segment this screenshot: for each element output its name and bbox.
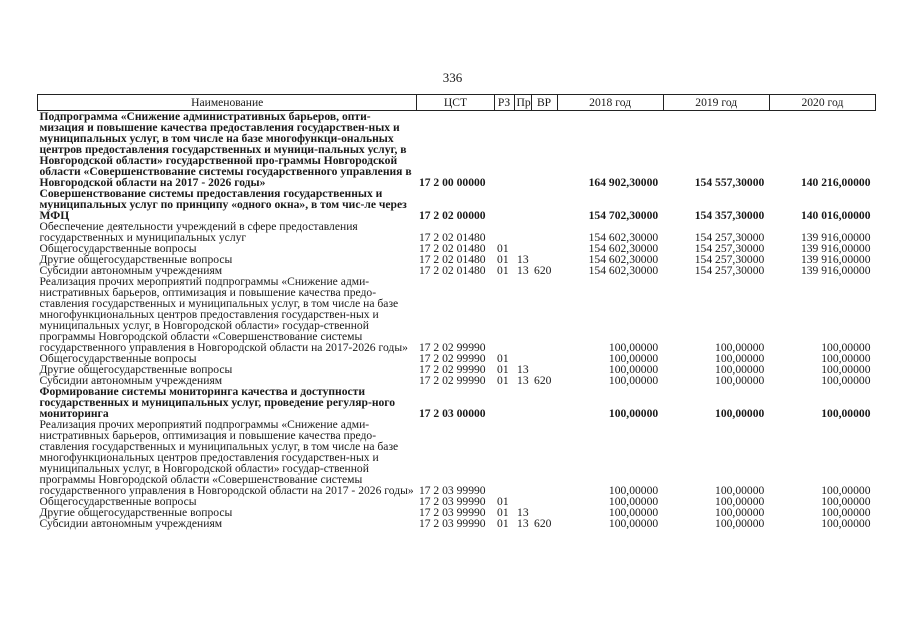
column-header-2019: 2019 год xyxy=(663,95,769,111)
row-rz xyxy=(494,111,514,189)
column-header-2020: 2020 год xyxy=(769,95,875,111)
table-header-row xyxy=(38,95,876,111)
row-rz: 01 xyxy=(497,517,509,530)
row-rz xyxy=(494,276,514,353)
column-header-cst: ЦСТ xyxy=(417,95,494,111)
row-name: Общегосударственные вопросы xyxy=(39,352,197,365)
row-2020: 100,00000 xyxy=(821,352,871,365)
row-name: Другие общегосударственные вопросы xyxy=(39,363,233,376)
row-2019: 100,00000 xyxy=(715,495,765,508)
row-2019: 154 357,30000 xyxy=(694,209,765,222)
row-2018: 154 702,30000 xyxy=(588,209,659,222)
column-header-rz: РЗ xyxy=(494,95,514,111)
row-name: Другие общегосударственные вопросы xyxy=(39,253,233,266)
row-name: Субсидии автономным учреждениям xyxy=(39,264,223,277)
row-2020: 100,00000 xyxy=(821,495,871,508)
row-2020: 139 916,00000 xyxy=(800,253,871,266)
row-name: Формирование системы мониторинга качества и доступности государственных и муниципальных услуг, проведение регуляр-ного мониторинга xyxy=(39,385,396,420)
row-cst: 17 2 03 00000 xyxy=(418,407,486,420)
row-cst: 17 2 02 00000 xyxy=(418,209,486,222)
row-pr xyxy=(514,188,531,221)
row-2019: 154 557,30000 xyxy=(694,176,765,189)
row-cst: 17 2 03 99990 xyxy=(418,517,486,530)
column-header-2018: 2018 год xyxy=(557,95,663,111)
row-rz xyxy=(494,188,514,221)
row-pr xyxy=(514,276,531,353)
row-rz: 01 xyxy=(497,264,509,277)
row-2020: 139 916,00000 xyxy=(800,242,871,255)
row-2018: 154 602,30000 xyxy=(588,264,659,277)
table-row xyxy=(38,188,876,221)
row-2018: 100,00000 xyxy=(608,341,659,354)
row-2019: 100,00000 xyxy=(715,352,765,365)
row-pr: 13 xyxy=(517,374,529,387)
row-pr: 13 xyxy=(517,264,529,277)
row-cst: 17 2 02 99990 xyxy=(418,363,486,376)
table-row xyxy=(38,518,876,529)
row-name: Реализация прочих мероприятий подпрограммы «Снижение адми-нистративных барьеров, оптимизация и повышение качества предо-ставления государственных и муниципальных услуг, в том числе на базе многофункциональных центров предоставления государствен-ных и муниципальных услуг, в Новгородской области» государ-ственной программы Новгородской области «Совершенствование системы государственного управления в Новгородской области на 2017-2026 годы» xyxy=(39,275,408,354)
table-row xyxy=(38,276,876,353)
row-2020: 100,00000 xyxy=(821,407,871,420)
row-cst: 17 2 03 99990 xyxy=(418,506,486,519)
row-vr xyxy=(531,188,557,221)
row-cst: 17 2 02 01480 xyxy=(418,242,486,255)
row-2019: 154 257,30000 xyxy=(694,253,765,266)
row-pr: 13 xyxy=(517,253,529,266)
row-2020: 100,00000 xyxy=(821,506,871,519)
row-name: Подпрограмма «Снижение административных барьеров, опти-мизация и повышение качества предоставления государствен-ных и муниципальных услуг, в том числе на базе многофункци-ональных центров предоставления государственных и муници-пальных услуг, в Новгородской области» государственной про-граммы Новгородской области «Совершенствование системы государственного управления в Новгородской области на 2017 - 2026 годы» xyxy=(39,110,412,189)
row-name: Субсидии автономным учреждениям xyxy=(39,374,223,387)
row-name: Субсидии автономным учреждениям xyxy=(39,517,223,530)
column-header-pr: Пр xyxy=(514,95,531,111)
row-vr xyxy=(531,221,557,243)
row-cst: 17 2 02 99990 xyxy=(418,374,486,387)
row-2019: 154 257,30000 xyxy=(694,264,765,277)
row-2020: 139 916,00000 xyxy=(800,231,871,244)
column-header-vr: ВР xyxy=(531,95,557,111)
row-name: Обеспечение деятельности учреждений в сфере предоставления государственных и муниципальных услуг xyxy=(39,220,358,244)
row-2019: 100,00000 xyxy=(715,517,765,530)
row-2018: 100,00000 xyxy=(608,484,659,497)
row-vr xyxy=(531,496,557,507)
table-row xyxy=(38,111,876,189)
row-name: Совершенствование системы предоставления государственных и муниципальных услуг по принципу «одного окна», в том чис-ле через МФЦ xyxy=(39,187,407,222)
row-2020: 100,00000 xyxy=(821,341,871,354)
row-vr xyxy=(531,353,557,364)
column-header-name: Наименование xyxy=(38,95,417,111)
row-2020: 140 016,00000 xyxy=(800,209,871,222)
row-2019: 100,00000 xyxy=(715,341,765,354)
row-2018: 100,00000 xyxy=(608,506,659,519)
row-2020: 140 216,00000 xyxy=(800,176,871,189)
row-pr xyxy=(514,419,531,496)
row-2019: 154 257,30000 xyxy=(694,242,765,255)
row-2020: 139 916,00000 xyxy=(800,264,871,277)
row-cst: 17 2 02 99990 xyxy=(418,341,486,354)
table-row xyxy=(38,419,876,496)
row-cst: 17 2 03 99990 xyxy=(418,495,486,508)
row-pr: 13 xyxy=(517,363,529,376)
row-rz: 01 xyxy=(497,374,509,387)
row-rz: 01 xyxy=(497,495,509,508)
row-2018: 154 602,30000 xyxy=(588,242,659,255)
row-cst: 17 2 00 00000 xyxy=(418,176,486,189)
row-name: Общегосударственные вопросы xyxy=(39,495,197,508)
row-rz xyxy=(494,419,514,496)
row-vr: 620 xyxy=(534,517,552,530)
row-vr xyxy=(531,419,557,496)
row-2018: 100,00000 xyxy=(608,495,659,508)
row-rz: 01 xyxy=(497,242,509,255)
row-rz: 01 xyxy=(497,363,509,376)
row-2018: 100,00000 xyxy=(608,352,659,365)
row-cst: 17 2 02 01480 xyxy=(418,253,486,266)
row-2018: 100,00000 xyxy=(608,374,659,387)
row-rz: 01 xyxy=(497,506,509,519)
row-2020: 100,00000 xyxy=(821,363,871,376)
row-rz xyxy=(494,221,514,243)
table-row xyxy=(38,386,876,419)
row-vr xyxy=(531,111,557,189)
row-2018: 154 602,30000 xyxy=(588,253,659,266)
row-pr: 13 xyxy=(517,506,529,519)
row-vr xyxy=(531,243,557,254)
row-pr xyxy=(514,386,531,419)
row-2020: 100,00000 xyxy=(821,484,871,497)
row-2019: 100,00000 xyxy=(715,506,765,519)
row-cst: 17 2 02 01480 xyxy=(418,231,486,244)
row-pr xyxy=(514,111,531,189)
table-row xyxy=(38,221,876,243)
row-2018: 154 602,30000 xyxy=(588,231,659,244)
row-2018: 100,00000 xyxy=(608,517,659,530)
row-2020: 100,00000 xyxy=(821,374,871,387)
row-rz: 01 xyxy=(497,352,509,365)
row-rz: 01 xyxy=(497,253,509,266)
row-name: Другие общегосударственные вопросы xyxy=(39,506,233,519)
row-pr: 13 xyxy=(517,517,529,530)
row-2018: 164 902,30000 xyxy=(588,176,659,189)
row-vr xyxy=(531,386,557,419)
row-pr xyxy=(514,221,531,243)
row-2018: 100,00000 xyxy=(608,407,659,420)
row-name: Реализация прочих мероприятий подпрограммы «Снижение адми-нистративных барьеров, оптимизация и повышение качества предо-ставления государственных и муниципальных услуг, в том числе на базе многофункциональных центров предоставления государствен-ных и муниципальных услуг, в Новгородской области» государ-ственной программы Новгородской области «Совершенствование системы государственного управления в Новгородской области на 2017 - 2026 годы» xyxy=(39,418,414,497)
budget-table xyxy=(37,94,876,529)
row-vr xyxy=(531,276,557,353)
page-number: 336 xyxy=(442,70,463,85)
row-cst: 17 2 02 01480 xyxy=(418,264,486,277)
row-2019: 154 257,30000 xyxy=(694,231,765,244)
row-cst: 17 2 02 99990 xyxy=(418,352,486,365)
row-name: Общегосударственные вопросы xyxy=(39,242,197,255)
row-2020: 100,00000 xyxy=(821,517,871,530)
row-2019: 100,00000 xyxy=(715,374,765,387)
row-2018: 100,00000 xyxy=(608,363,659,376)
row-rz xyxy=(494,386,514,419)
row-cst: 17 2 03 99990 xyxy=(418,484,486,497)
row-2019: 100,00000 xyxy=(715,363,765,376)
row-2019: 100,00000 xyxy=(715,484,765,497)
row-vr: 620 xyxy=(534,374,552,387)
row-2019: 100,00000 xyxy=(715,407,765,420)
row-vr: 620 xyxy=(534,264,552,277)
